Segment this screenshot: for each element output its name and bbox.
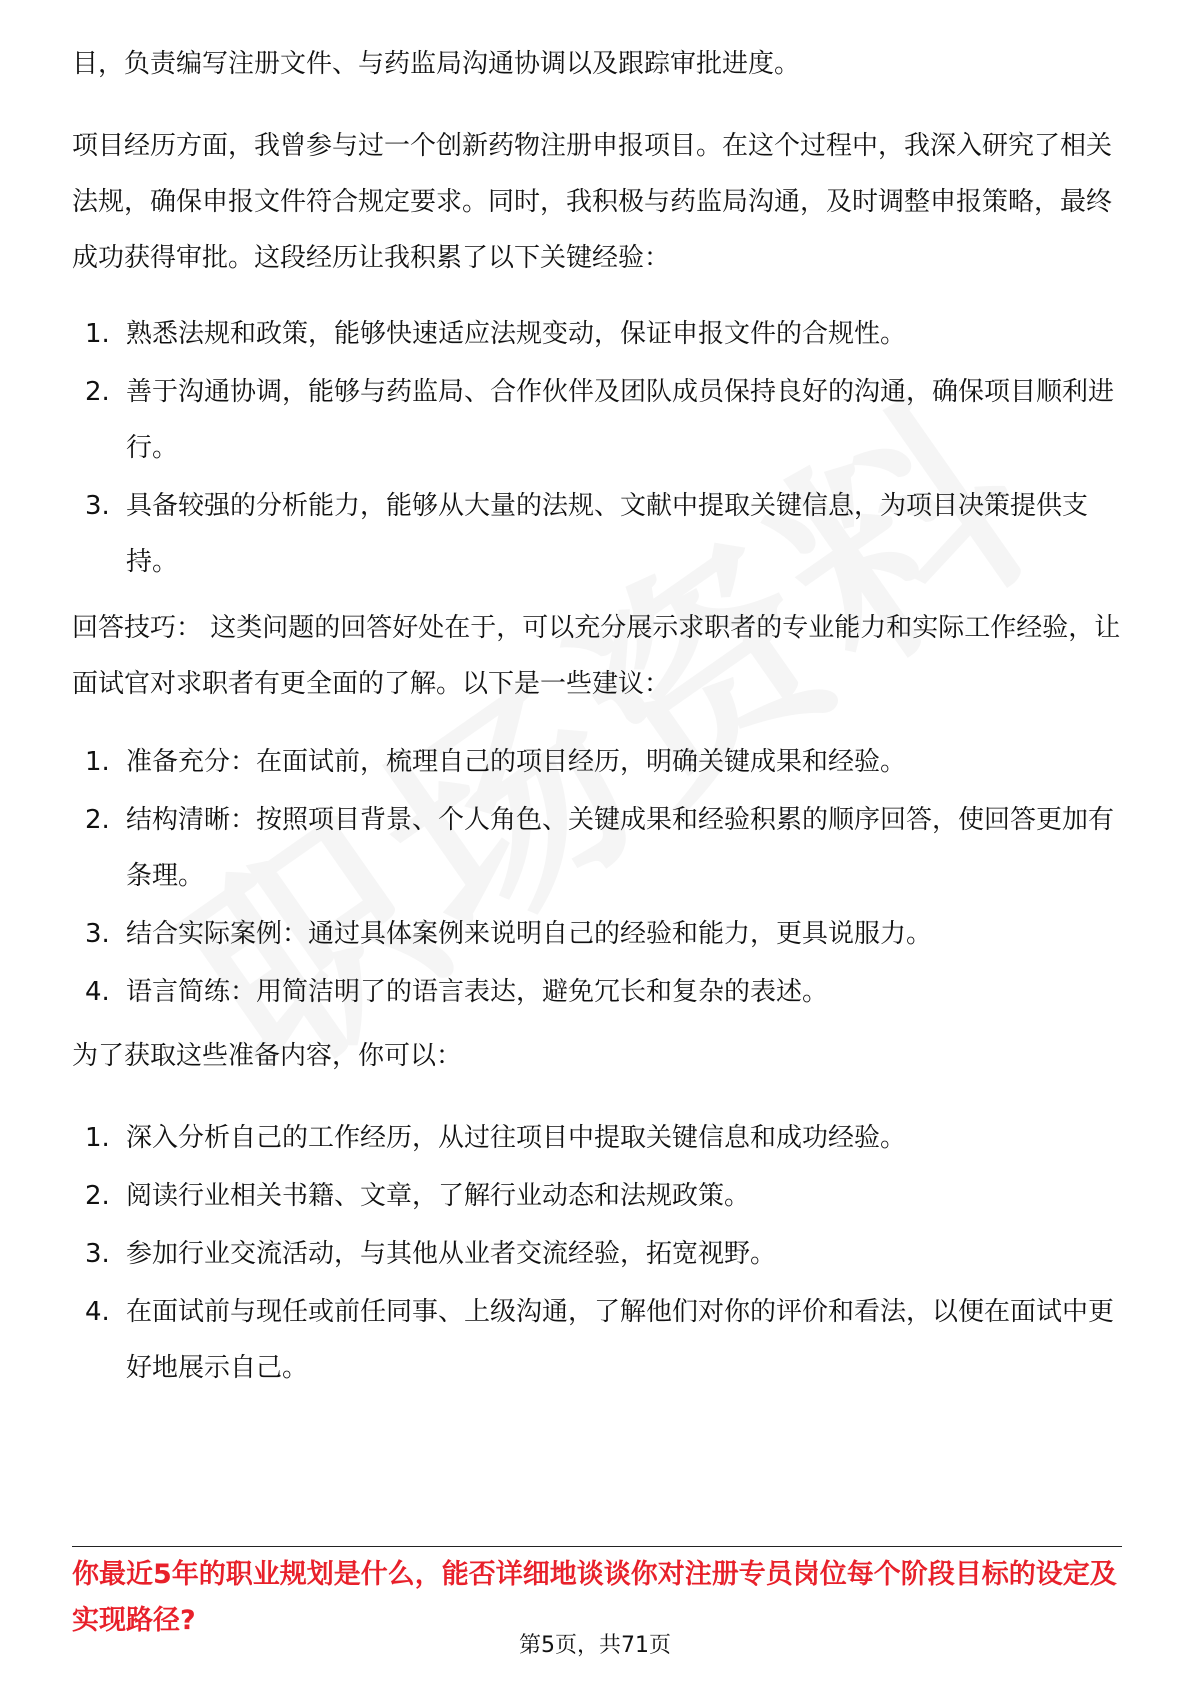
paragraph-answer-tips: 回答技巧： 这类问题的回答好处在于，可以充分展示求职者的专业能力和实际工作经验，让面试官对求职者有更全面的了解。以下是一些建议： <box>72 613 1121 699</box>
list-text: 具备较强的分析能力，能够从大量的法规、文献中提取关键信息，为项目决策提供支持。 <box>126 491 1089 577</box>
list-number: 1. <box>85 1123 110 1153</box>
key-experience-list <box>72 306 1122 592</box>
suggestion-list <box>72 734 1122 1022</box>
list-text: 语言简练：用简洁明了的语言表达，避免冗长和复杂的表述。 <box>126 977 829 1007</box>
page-number: 第5页，共71页 <box>519 1633 671 1658</box>
list-item <box>72 964 1122 1020</box>
list-number: 4. <box>85 977 110 1007</box>
list-text: 熟悉法规和政策，能够快速适应法规变动，保证申报文件的合规性。 <box>126 319 907 349</box>
list-number: 3. <box>85 491 110 521</box>
list-number: 2. <box>85 1181 110 1211</box>
list-number: 1. <box>85 319 110 349</box>
list-item <box>72 364 1122 476</box>
list-text: 善于沟通协调，能够与药监局、合作伙伴及团队成员保持良好的沟通，确保项目顺利进行。 <box>126 377 1115 463</box>
list-text: 结构清晰：按照项目背景、个人角色、关键成果和经验积累的顺序回答，使回答更加有条理。 <box>126 805 1115 891</box>
list-number: 1. <box>85 747 110 777</box>
list-number: 2. <box>85 377 110 407</box>
paragraph-preparation: 为了获取这些准备内容，你可以： <box>72 1041 463 1071</box>
list-text: 在面试前与现任或前任同事、上级沟通，了解他们对你的评价和看法，以便在面试中更好地展示自己。 <box>126 1297 1115 1383</box>
list-item <box>72 792 1122 904</box>
list-item <box>72 1226 1122 1282</box>
list-item <box>72 734 1122 790</box>
list-number: 3. <box>85 919 110 949</box>
paragraph-project-experience: 项目经历方面，我曾参与过一个创新药物注册申报项目。在这个过程中，我深入研究了相关法规，确保申报文件符合规定要求。同时，我积极与药监局沟通，及时调整申报策略，最终成功获得审批。这段经历让我积累了以下关键经验： <box>72 131 1113 273</box>
list-text: 结合实际案例：通过具体案例来说明自己的经验和能力，更具说服力。 <box>126 919 933 949</box>
list-item <box>72 478 1122 590</box>
list-number: 3. <box>85 1239 110 1269</box>
list-item <box>72 1110 1122 1166</box>
section-divider <box>72 1546 1122 1547</box>
interview-question: 你最近5年的职业规划是什么，能否详细地谈谈你对注册专员岗位每个阶段目标的设定及实现路径? <box>72 1559 1117 1636</box>
list-text: 准备充分：在面试前，梳理自己的项目经历，明确关键成果和经验。 <box>126 747 907 777</box>
list-item <box>72 306 1122 362</box>
list-text: 深入分析自己的工作经历，从过往项目中提取关键信息和成功经验。 <box>126 1123 907 1153</box>
list-item <box>72 906 1122 962</box>
list-number: 4. <box>85 1297 110 1327</box>
preparation-list <box>72 1110 1122 1398</box>
list-number: 2. <box>85 805 110 835</box>
list-text: 阅读行业相关书籍、文章，了解行业动态和法规政策。 <box>126 1181 751 1211</box>
list-text: 参加行业交流活动，与其他从业者交流经验，拓宽视野。 <box>126 1239 777 1269</box>
paragraph-continuation: 目，负责编写注册文件、与药监局沟通协调以及跟踪审批进度。 <box>72 49 801 79</box>
list-item <box>72 1284 1122 1396</box>
list-item <box>72 1168 1122 1224</box>
